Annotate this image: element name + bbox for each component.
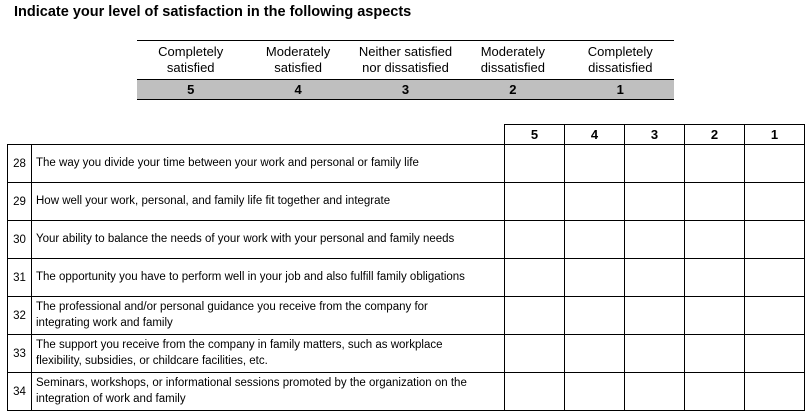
rating-cell-4[interactable] (565, 373, 625, 411)
rating-cell-5[interactable] (505, 335, 565, 373)
item-text (32, 373, 505, 411)
table-row (8, 145, 805, 183)
item-number: 32 (8, 297, 32, 335)
item-number: 31 (8, 259, 32, 297)
table-row (8, 259, 805, 297)
rating-cell-4[interactable] (565, 221, 625, 259)
rating-cell-1[interactable] (745, 259, 805, 297)
item-text-line: The opportunity you have to perform well in your job and also fulfill family obligations (36, 270, 465, 283)
rating-cell-3[interactable] (625, 373, 685, 411)
item-text-line: The way you divide your time between your work and personal or family life (36, 156, 419, 169)
rating-cell-2[interactable] (685, 297, 745, 335)
header-blank (8, 125, 505, 145)
rating-cell-2[interactable] (685, 145, 745, 183)
rating-cell-3[interactable] (625, 221, 685, 259)
item-text (32, 297, 505, 335)
column-header-2: 2 (685, 125, 745, 145)
item-text-line: integration of work and family (36, 392, 186, 405)
scale-label-5: Completely satisfied (158, 44, 224, 75)
item-text-line: Seminars, workshops, or informational sessions promoted by the organization on the (36, 377, 467, 389)
scale-label-4: Moderately satisfied (265, 44, 331, 75)
item-number: 30 (8, 221, 32, 259)
scale-value-5: 5 (137, 80, 244, 100)
item-text-line: The support you receive from the company in family matters, such as workplace (36, 339, 443, 351)
rating-cell-1[interactable] (745, 297, 805, 335)
item-text (32, 183, 505, 221)
scale-value-1: 1 (567, 80, 674, 100)
rating-cell-4[interactable] (565, 297, 625, 335)
item-number: 34 (8, 373, 32, 411)
table-row (8, 335, 805, 373)
column-header-4: 4 (565, 125, 625, 145)
scale-label-1: Completely dissatisfied (587, 44, 653, 75)
item-text (32, 259, 505, 297)
rating-cell-1[interactable] (745, 183, 805, 221)
item-number: 28 (8, 145, 32, 183)
rating-cell-1[interactable] (745, 373, 805, 411)
rating-cell-1[interactable] (745, 145, 805, 183)
scale-value-3: 3 (352, 80, 459, 100)
rating-cell-4[interactable] (565, 183, 625, 221)
table-row (8, 297, 805, 335)
scale-label-3: Neither satisfied nor dissatisfied (358, 44, 453, 75)
scale-value-4: 4 (244, 80, 351, 100)
rating-cell-2[interactable] (685, 221, 745, 259)
rating-cell-2[interactable] (685, 335, 745, 373)
page-title: Indicate your level of satisfaction in the following aspects (14, 4, 412, 20)
item-text (32, 335, 505, 373)
rating-cell-3[interactable] (625, 297, 685, 335)
rating-cell-5[interactable] (505, 183, 565, 221)
rating-cell-5[interactable] (505, 259, 565, 297)
satisfaction-items-table (7, 124, 805, 411)
scale-value-2: 2 (459, 80, 566, 100)
item-text-line: flexibility, subsidies, or childcare facilities, etc. (36, 354, 268, 367)
rating-cell-5[interactable] (505, 145, 565, 183)
item-text-line: How well your work, personal, and family life fit together and integrate (36, 194, 391, 207)
rating-cell-5[interactable] (505, 373, 565, 411)
rating-cell-3[interactable] (625, 145, 685, 183)
rating-cell-3[interactable] (625, 335, 685, 373)
item-number: 29 (8, 183, 32, 221)
rating-cell-5[interactable] (505, 221, 565, 259)
rating-cell-4[interactable] (565, 335, 625, 373)
rating-cell-3[interactable] (625, 259, 685, 297)
scale-label-2: Moderately dissatisfied (480, 44, 546, 75)
item-text (32, 145, 505, 183)
rating-cell-1[interactable] (745, 335, 805, 373)
column-header-5: 5 (505, 125, 565, 145)
rating-cell-2[interactable] (685, 373, 745, 411)
column-header-row (8, 125, 805, 145)
rating-cell-5[interactable] (505, 297, 565, 335)
item-text-line: integrating work and family (36, 316, 173, 329)
column-header-1: 1 (745, 125, 805, 145)
rating-cell-3[interactable] (625, 183, 685, 221)
rating-cell-4[interactable] (565, 259, 625, 297)
item-text-line: Your ability to balance the needs of your work with your personal and family needs (36, 232, 455, 245)
rating-cell-4[interactable] (565, 145, 625, 183)
rating-cell-2[interactable] (685, 183, 745, 221)
rating-cell-1[interactable] (745, 221, 805, 259)
rating-cell-2[interactable] (685, 259, 745, 297)
table-row (8, 373, 805, 411)
item-text-line: The professional and/or personal guidance you receive from the company for (36, 301, 428, 313)
table-row (8, 183, 805, 221)
item-text (32, 221, 505, 259)
scale-legend (137, 40, 674, 100)
table-row (8, 221, 805, 259)
column-header-3: 3 (625, 125, 685, 145)
item-number: 33 (8, 335, 32, 373)
